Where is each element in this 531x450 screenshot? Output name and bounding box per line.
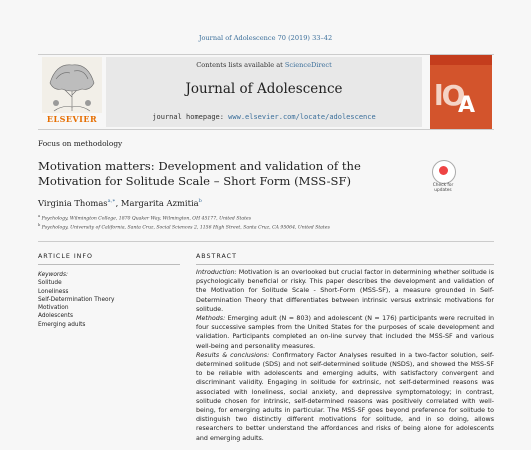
affiliation-a-sup: a xyxy=(38,214,41,218)
sciencedirect-link[interactable]: ScienceDirect xyxy=(284,61,332,69)
journal-header xyxy=(38,54,494,130)
author-separator: , xyxy=(115,198,121,208)
keyword-item: Self-Determination Theory xyxy=(38,296,115,303)
keyword-item: Emerging adults xyxy=(38,321,86,328)
abstract-heading: ABSTRACT xyxy=(196,253,237,260)
homepage-prefix: journal homepage: xyxy=(152,113,229,121)
journal-cover-image xyxy=(430,55,492,129)
author-1-sup: a,∗ xyxy=(107,198,116,205)
keyword-item: Loneliness xyxy=(38,288,69,295)
keyword-item: Adolescents xyxy=(38,313,74,320)
abstract-introduction xyxy=(196,268,494,314)
keyword-item: Solitude xyxy=(38,280,62,287)
cover-glyph-a: A xyxy=(458,93,476,118)
abstract-results xyxy=(196,351,494,443)
affiliation-a xyxy=(38,214,251,222)
abstract-intro-label: Introduction: xyxy=(196,269,237,276)
author-2-sup: b xyxy=(198,198,202,205)
abstract-results-text: Confirmatory Factor Analyses resulted in a two-factor solution, self-determined solitude (SDS) and not self-determined solitude (NSDS), and showed the MSS-SF to be reliable with adolescents and emerging adults, with satisfactory convergent and discriminant validity. Engaging in solitude for extrinsic, not self-determined reasons was associated with loneliness, social anxiety, and depressive symptomatology; in contrast, solitude chosen for intrinsic, self-determined reasons was positively correlated with well-being, for emerging adults in particular. The MSS-SF goes beyond preference for solitude to distinguish two distinctly different motivations for solitude, and in so doing, allows researchers to better understand the affordances and risks of being alone for adolescents and emerging adults. xyxy=(196,351,494,442)
affiliation-b xyxy=(38,223,330,231)
cover-stripe xyxy=(430,55,492,65)
publisher-name: ELSEVIER xyxy=(46,114,98,124)
divider xyxy=(38,264,180,265)
abstract-body xyxy=(196,268,494,443)
journal-title: Journal of Adolescence xyxy=(185,81,343,97)
keywords-list xyxy=(38,271,114,329)
author-line xyxy=(38,198,202,208)
divider xyxy=(196,264,494,265)
author-2[interactable]: Margarita Azmitia xyxy=(120,198,199,208)
contents-prefix: Contents lists available at xyxy=(196,61,285,69)
journal-info-band xyxy=(106,57,422,127)
affiliation-b-text: Psychology, University of California, Santa Cruz, Social Sciences 2, 1156 High Street, Santa Cruz, CA 95064, United States xyxy=(41,225,330,231)
abstract-results-label: Results & conclusions: xyxy=(196,351,270,359)
abstract-methods xyxy=(196,314,494,351)
divider xyxy=(38,241,494,242)
crossmark-icon[interactable] xyxy=(432,160,456,184)
abstract-intro-text: Motivation is an overlooked but crucial factor in determining whether solitude is psychologically beneficial or risky. This paper describes the development and validation of the Motivation for Solitude Scale - Short-Form (MSS-SF), a measure grounded in Self-Determination Theory that differentiates between intrinsic versus extrinsic motivations for solitude. xyxy=(196,269,494,313)
crossmark-label: Check for updates xyxy=(432,183,454,193)
homepage-line xyxy=(106,113,422,121)
article-title: Motivation matters: Development and validation of the Motivation for Solitude Scale – Short Form (MSS-SF) xyxy=(38,159,361,188)
abstract-methods-text: Emerging adult (N = 803) and adolescent (N = 176) participants were recruited in four successive samples from the United States for the purposes of scale development and validation. Participants completed an on-line survey that included the MSS-SF and various well-being and personality measures. xyxy=(196,315,494,350)
author-1[interactable]: Virginia Thomas xyxy=(38,198,108,208)
article-info-heading: ARTICLE INFO xyxy=(38,253,93,260)
keyword-item: Motivation xyxy=(38,305,69,312)
abstract-methods-label: Methods: xyxy=(196,315,226,323)
contents-line xyxy=(106,61,422,69)
journal-citation: Journal of Adolescence 70 (2019) 33–42 xyxy=(198,34,333,42)
section-label: Focus on methodology xyxy=(38,139,123,148)
affiliation-b-sup: b xyxy=(38,223,41,227)
affiliation-a-text: Psychology, Wilmington College, 1870 Quaker Way, Wilmington, OH 45177, United States xyxy=(41,216,251,222)
keywords-label: Keywords: xyxy=(38,272,68,278)
crossmark-dot xyxy=(439,166,448,175)
homepage-link[interactable]: www.elsevier.com/locate/adolescence xyxy=(228,113,376,121)
cover-glyph-letters: lO xyxy=(434,79,464,112)
